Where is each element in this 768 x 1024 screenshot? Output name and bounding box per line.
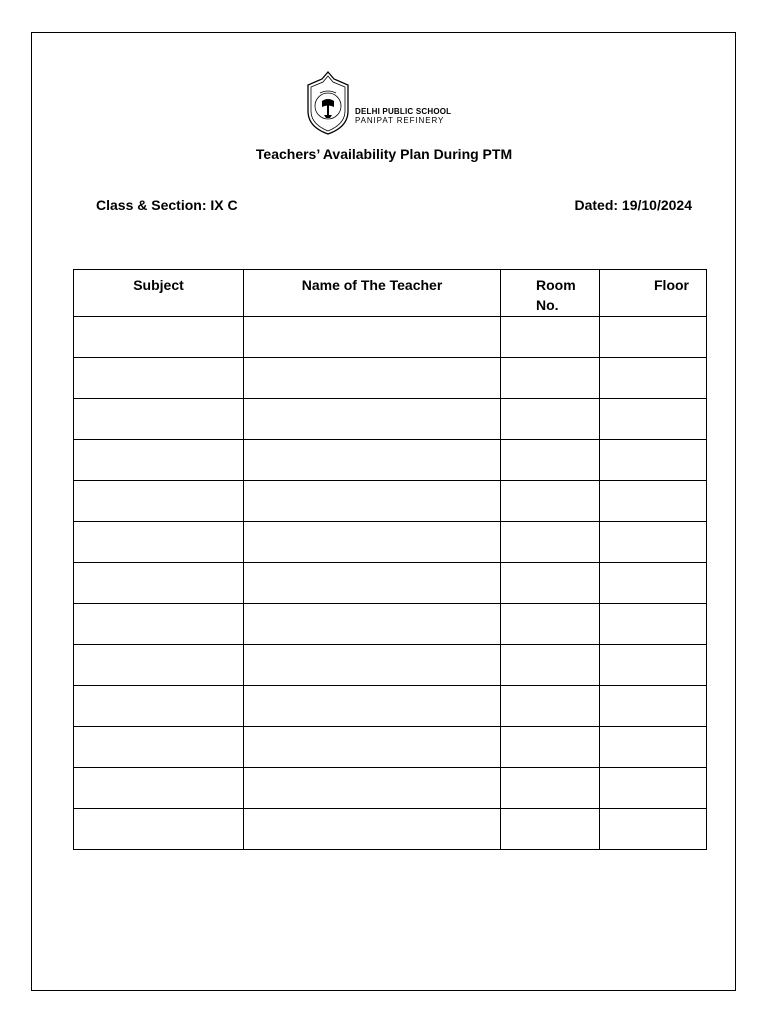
floor-cell[interactable] <box>600 522 707 563</box>
table-row <box>74 768 707 809</box>
teacher-cell[interactable] <box>244 317 501 358</box>
room-cell[interactable] <box>501 522 600 563</box>
floor-cell[interactable] <box>600 768 707 809</box>
school-crest-icon <box>302 71 354 135</box>
table-row <box>74 522 707 563</box>
floor-cell[interactable] <box>600 563 707 604</box>
teacher-cell[interactable] <box>244 809 501 850</box>
school-name: DELHI PUBLIC SCHOOL <box>355 107 452 116</box>
table-header-row <box>74 270 707 317</box>
column-header-subject: Subject <box>74 270 244 317</box>
table-row <box>74 686 707 727</box>
table-row <box>74 440 707 481</box>
floor-cell[interactable] <box>600 604 707 645</box>
room-cell[interactable] <box>501 645 600 686</box>
subject-cell[interactable] <box>74 440 244 481</box>
subject-cell[interactable] <box>74 481 244 522</box>
floor-cell[interactable] <box>600 399 707 440</box>
room-cell[interactable] <box>501 317 600 358</box>
teacher-cell[interactable] <box>244 768 501 809</box>
subject-cell[interactable] <box>74 809 244 850</box>
floor-cell[interactable] <box>600 727 707 768</box>
subject-cell[interactable] <box>74 727 244 768</box>
table-row <box>74 645 707 686</box>
floor-cell[interactable] <box>600 686 707 727</box>
subject-cell[interactable] <box>74 522 244 563</box>
room-cell[interactable] <box>501 399 600 440</box>
floor-cell[interactable] <box>600 317 707 358</box>
room-cell[interactable] <box>501 768 600 809</box>
table-row <box>74 727 707 768</box>
floor-cell[interactable] <box>600 440 707 481</box>
school-branch: PANIPAT REFINERY <box>355 116 445 125</box>
subject-cell[interactable] <box>74 358 244 399</box>
teacher-cell[interactable] <box>244 604 501 645</box>
teacher-cell[interactable] <box>244 686 501 727</box>
room-cell[interactable] <box>501 440 600 481</box>
subject-cell[interactable] <box>74 317 244 358</box>
table-row <box>74 563 707 604</box>
subject-cell[interactable] <box>74 645 244 686</box>
subject-cell[interactable] <box>74 768 244 809</box>
teacher-cell[interactable] <box>244 440 501 481</box>
subject-cell[interactable] <box>74 399 244 440</box>
teacher-cell[interactable] <box>244 645 501 686</box>
subject-cell[interactable] <box>74 563 244 604</box>
floor-cell[interactable] <box>600 809 707 850</box>
subject-cell[interactable] <box>74 604 244 645</box>
room-cell[interactable] <box>501 481 600 522</box>
room-cell[interactable] <box>501 604 600 645</box>
school-logo <box>302 71 502 135</box>
teacher-cell[interactable] <box>244 563 501 604</box>
room-cell[interactable] <box>501 686 600 727</box>
date-label: Dated: 19/10/2024 <box>574 197 692 213</box>
table-row <box>74 358 707 399</box>
class-section-label: Class & Section: IX C <box>96 197 238 213</box>
column-header-floor: Floor <box>600 270 707 317</box>
floor-cell[interactable] <box>600 481 707 522</box>
table-row <box>74 604 707 645</box>
column-header-room: Room No. <box>501 270 600 317</box>
room-cell[interactable] <box>501 358 600 399</box>
table-row <box>74 399 707 440</box>
room-cell[interactable] <box>501 809 600 850</box>
teacher-cell[interactable] <box>244 481 501 522</box>
table-row <box>74 481 707 522</box>
floor-cell[interactable] <box>600 645 707 686</box>
availability-table <box>73 269 707 850</box>
teacher-cell[interactable] <box>244 522 501 563</box>
page-title: Teachers’ Availability Plan During PTM <box>255 146 513 162</box>
teacher-cell[interactable] <box>244 399 501 440</box>
teacher-cell[interactable] <box>244 727 501 768</box>
subject-cell[interactable] <box>74 686 244 727</box>
column-header-teacher: Name of The Teacher <box>244 270 501 317</box>
floor-cell[interactable] <box>600 358 707 399</box>
room-cell[interactable] <box>501 563 600 604</box>
table-row <box>74 317 707 358</box>
teacher-cell[interactable] <box>244 358 501 399</box>
room-cell[interactable] <box>501 727 600 768</box>
table-row <box>74 809 707 850</box>
